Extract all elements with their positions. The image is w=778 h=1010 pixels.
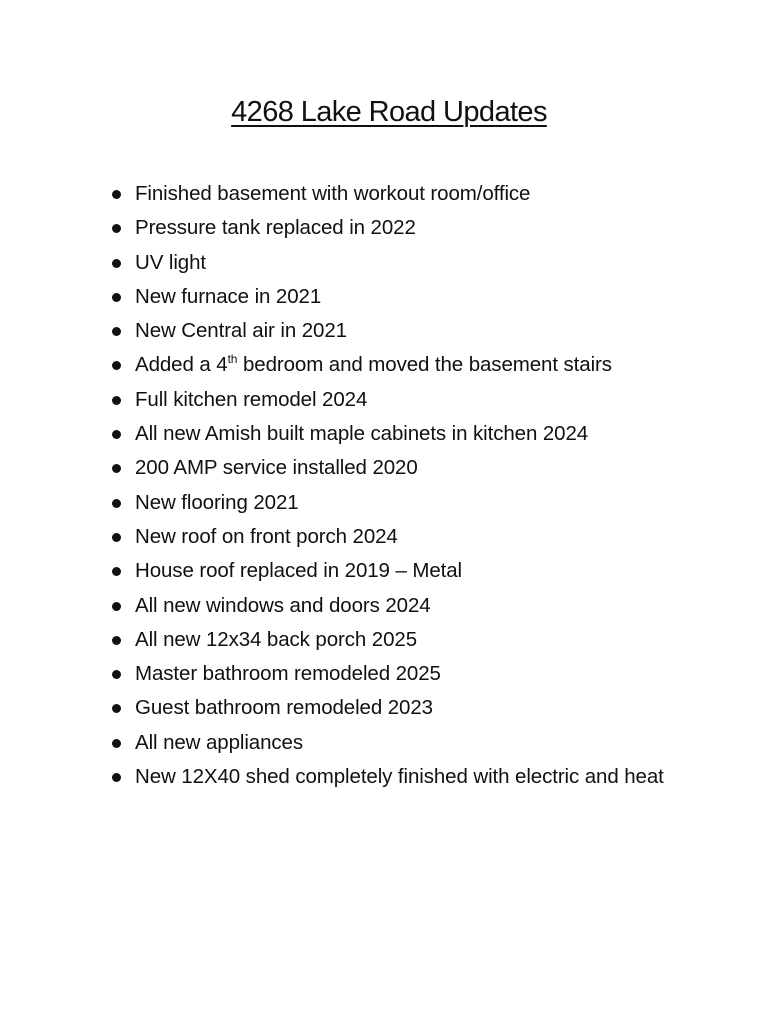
update-text-composite xyxy=(135,353,612,376)
bullet-icon xyxy=(112,602,121,611)
bullet-icon xyxy=(112,499,121,508)
bullet-icon xyxy=(112,190,121,199)
ordinal-suffix: th xyxy=(227,352,238,367)
update-text: Full kitchen remodel 2024 xyxy=(135,387,368,411)
update-item xyxy=(0,589,680,623)
update-item xyxy=(0,383,680,417)
update-item xyxy=(0,451,680,485)
update-text: 200 AMP service installed 2020 xyxy=(135,456,418,480)
update-text-continued: bedroom and moved the basement stairs xyxy=(237,353,612,377)
update-item xyxy=(0,760,680,794)
update-text: All new Amish built maple cabinets in kitchen 2024 xyxy=(135,422,589,446)
bullet-icon xyxy=(112,224,121,233)
bullet-icon xyxy=(112,361,121,370)
bullet-icon xyxy=(112,567,121,576)
bullet-icon xyxy=(112,739,121,748)
update-item xyxy=(0,726,680,760)
update-text: All new appliances xyxy=(135,730,303,754)
bullet-icon xyxy=(112,327,121,336)
bullet-icon xyxy=(112,533,121,542)
bullet-icon xyxy=(112,259,121,268)
update-text: UV light xyxy=(135,250,206,274)
update-text: House roof replaced in 2019 – Metal xyxy=(135,559,462,583)
update-text: Added a 4 xyxy=(135,353,228,377)
bullet-icon xyxy=(112,293,121,302)
update-item xyxy=(0,280,680,314)
update-text: New Central air in 2021 xyxy=(135,319,347,343)
bullet-icon xyxy=(112,704,121,713)
update-item xyxy=(0,246,680,280)
bullet-icon xyxy=(112,464,121,473)
bullet-icon xyxy=(112,430,121,439)
update-text: New flooring 2021 xyxy=(135,490,299,514)
update-item xyxy=(0,314,680,348)
update-item xyxy=(0,348,680,382)
update-item xyxy=(0,554,680,588)
bullet-icon xyxy=(112,396,121,405)
update-text: Finished basement with workout room/office xyxy=(135,182,531,205)
update-item xyxy=(0,177,680,211)
update-text: Master bathroom remodeled 2025 xyxy=(135,662,441,686)
bullet-icon xyxy=(112,773,121,782)
update-text: Guest bathroom remodeled 2023 xyxy=(135,696,433,720)
update-text: Pressure tank replaced in 2022 xyxy=(135,216,416,240)
update-text: All new windows and doors 2024 xyxy=(135,593,431,617)
update-item xyxy=(0,417,680,451)
update-text: New furnace in 2021 xyxy=(135,284,322,308)
update-item xyxy=(0,486,680,520)
updates-list xyxy=(0,177,680,794)
bullet-icon xyxy=(112,670,121,679)
update-item xyxy=(0,211,680,245)
document-title: 4268 Lake Road Updates xyxy=(231,96,547,128)
update-item xyxy=(0,623,680,657)
update-item xyxy=(0,657,680,691)
update-item xyxy=(0,691,680,725)
update-item xyxy=(0,520,680,554)
bullet-icon xyxy=(112,636,121,645)
update-text: New roof on front porch 2024 xyxy=(135,524,398,548)
update-text: New 12X40 shed completely finished with electric and heat xyxy=(135,765,664,789)
update-text: All new 12x34 back porch 2025 xyxy=(135,627,418,651)
